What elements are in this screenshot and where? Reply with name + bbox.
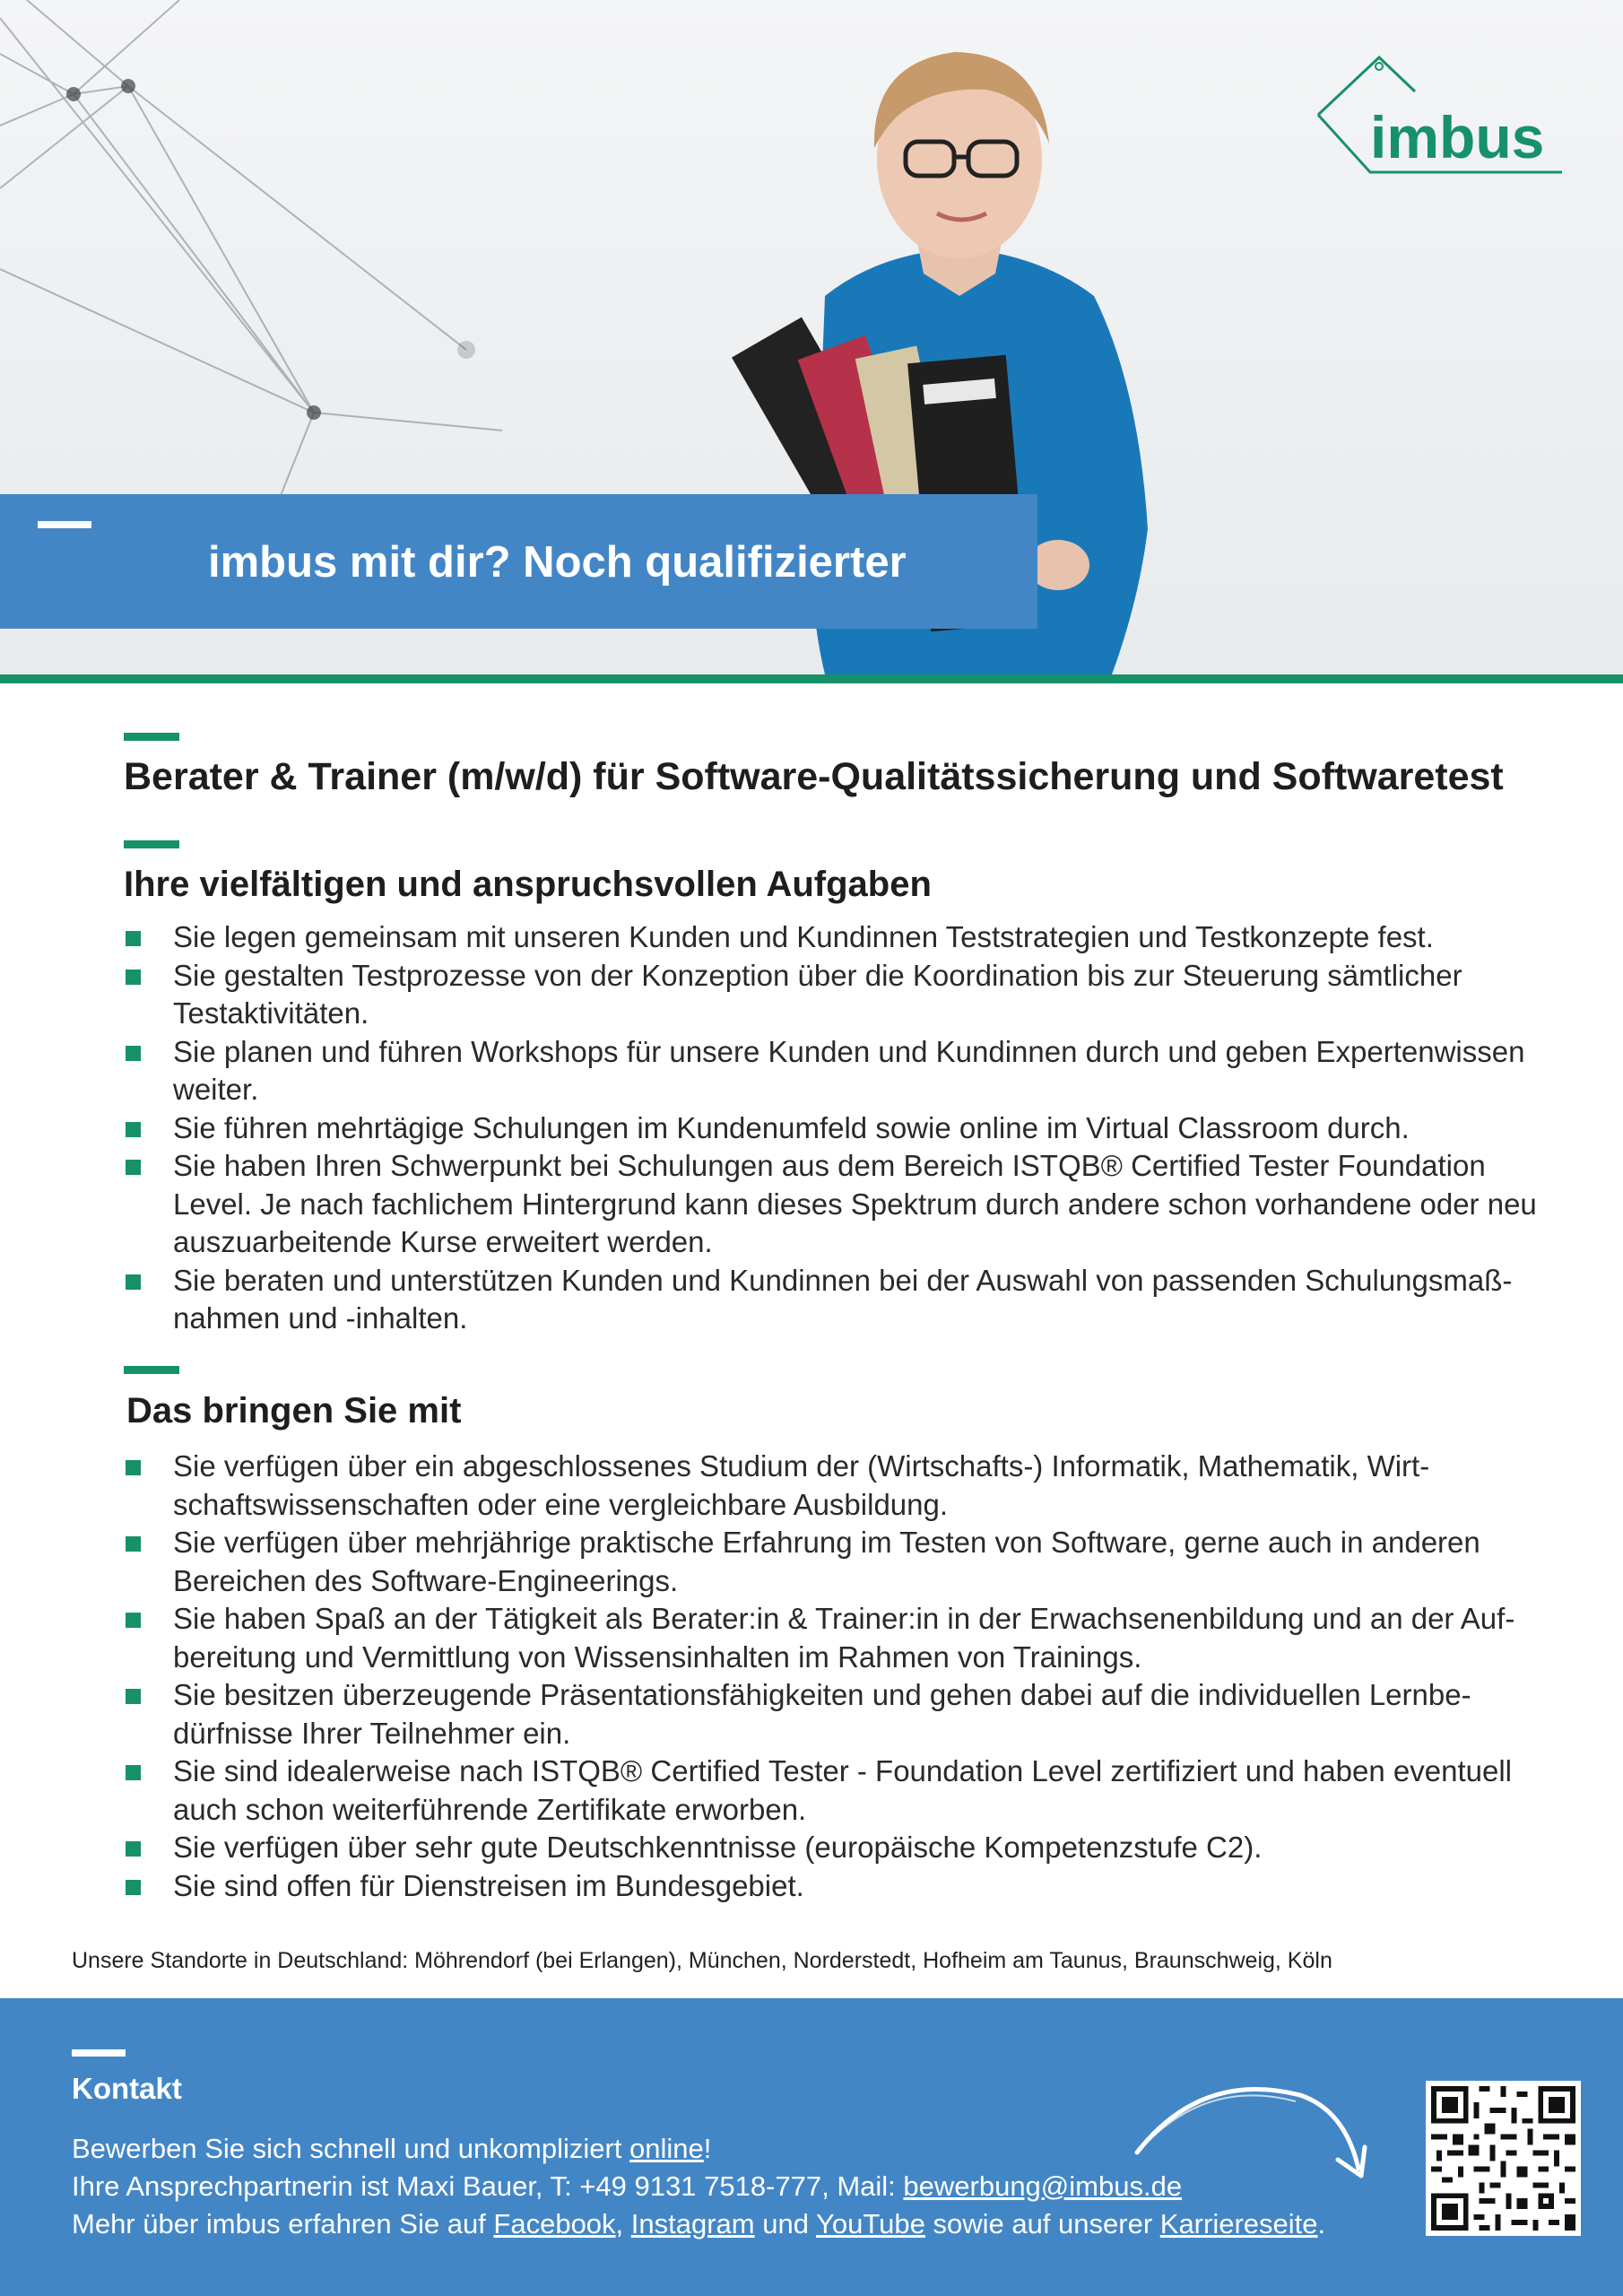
list-item: Sie besitzen überzeugende Präsentationsfähigkeiten und gehen dabei auf die individuellen Lernbedürfnisse Ihrer Teilnehmer ein. [126, 1676, 1551, 1752]
contact-line-apply: Bewerben Sie sich schnell und unkompliziert online! [72, 2133, 712, 2164]
accent-dash [124, 733, 179, 741]
accent-dash [124, 1366, 179, 1374]
instagram-link[interactable]: Instagram [630, 2208, 755, 2239]
bullet-square-icon [126, 1536, 141, 1552]
banner-dash [38, 521, 91, 528]
network-graphic-icon [0, 0, 628, 502]
online-link[interactable]: online [629, 2133, 704, 2164]
requirements-heading: Das bringen Sie mit [126, 1391, 462, 1431]
list-item: Sie beraten und unterstützen Kunden und Kundinnen bei der Auswahl von passenden Schulungsmaßnahmen und -inhalten. [126, 1262, 1551, 1338]
contact-footer [0, 1998, 1623, 2296]
divider [0, 674, 1623, 683]
locations-text: Unsere Standorte in Deutschland: Möhrendorf (bei Erlangen), München, Norderstedt, Hofheim am Taunus, Braunschweig, Köln [72, 1948, 1332, 1973]
list-item: Sie legen gemeinsam mit unseren Kunden und Kundinnen Teststrategien und Testkonzepte fest. [126, 918, 1551, 957]
bullet-square-icon [126, 1841, 141, 1857]
hero-banner [0, 494, 1037, 629]
bullet-square-icon [126, 1046, 141, 1061]
youtube-link[interactable]: YouTube [816, 2208, 925, 2239]
curved-arrow-icon [1130, 2070, 1381, 2187]
list-item: Sie führen mehrtägige Schulungen im Kundenumfeld sowie online im Virtual Classroom durch. [126, 1109, 1551, 1148]
bullet-square-icon [126, 931, 141, 946]
svg-text:imbus: imbus [1370, 104, 1545, 170]
tasks-heading: Ihre vielfältigen und anspruchsvollen Aufgaben [124, 865, 932, 904]
contact-line-social: Mehr über imbus erfahren Sie auf Facebook, Instagram und YouTube sowie auf unserer Karriereseite. [72, 2208, 1326, 2239]
accent-dash [124, 840, 179, 848]
facebook-link[interactable]: Facebook [493, 2208, 616, 2239]
bullet-square-icon [126, 1765, 141, 1780]
list-item: Sie haben Ihren Schwerpunkt bei Schulungen aus dem Bereich ISTQB® Certified Tester Foundation Level. Je nach fachlichem Hintergrund kann dieses Spektrum durch andere schon vorhandene oder neu auszuarbeitende Kurse erweitert werden. [126, 1147, 1551, 1262]
list-item: Sie gestalten Testprozesse von der Konzeption über die Koordination bis zur Steuerung sämtlicher Testaktivitäten. [126, 957, 1551, 1033]
list-item: Sie planen und führen Workshops für unsere Kunden und Kundinnen durch und geben Expertenwissen weiter. [126, 1033, 1551, 1109]
imbus-logo[interactable] [1309, 52, 1569, 178]
email-link[interactable]: bewerbung@imbus.de [903, 2170, 1183, 2202]
bullet-square-icon [126, 1160, 141, 1175]
contact-title: Kontakt [72, 2072, 182, 2105]
list-item: Sie verfügen über mehrjährige praktische Erfahrung im Testen von Software, gerne auch in anderen Bereichen des Software-Engineerings. [126, 1524, 1551, 1600]
bullet-square-icon [126, 1274, 141, 1290]
footer-dash [72, 2049, 126, 2057]
list-item: Sie sind offen für Dienstreisen im Bundesgebiet. [126, 1867, 1551, 1906]
bullet-square-icon [126, 1613, 141, 1628]
list-item: Sie verfügen über sehr gute Deutschkenntnisse (europäische Kompetenzstufe C2). [126, 1829, 1551, 1867]
career-page-link[interactable]: Karriereseite [1159, 2208, 1318, 2239]
banner-title: imbus mit dir? Noch qualifizierter [208, 538, 907, 587]
hero-section [0, 0, 1623, 674]
list-item: Sie verfügen über ein abgeschlossenes Studium der (Wirtschafts-) Informatik, Mathematik, Wirtschaftswissenschaften oder eine vergleichbare Ausbildung. [126, 1448, 1551, 1524]
bullet-square-icon [126, 970, 141, 985]
requirements-list [126, 1448, 1551, 1905]
bullet-square-icon [126, 1880, 141, 1895]
list-item: Sie haben Spaß an der Tätigkeit als Berater:in & Trainer:in in der Erwachsenenbildung und an der Aufbereitung und Vermittlung von Wissensinhalten im Rahmen von Trainings. [126, 1600, 1551, 1676]
bullet-square-icon [126, 1689, 141, 1704]
job-title: Berater & Trainer (m/w/d) für Software-Qualitätssicherung und Softwaretest [124, 755, 1504, 798]
list-item: Sie sind idealerweise nach ISTQB® Certified Tester - Foundation Level zertifiziert und haben eventuell auch schon weiterführende Zertifikate erworben. [126, 1752, 1551, 1829]
bullet-square-icon [126, 1460, 141, 1475]
qr-code-icon[interactable] [1426, 2081, 1581, 2236]
logo-mark-icon [1309, 52, 1569, 178]
contact-line-person: Ihre Ansprechpartnerin ist Maxi Bauer, T: +49 9131 7518-777, Mail: bewerbung@imbus.de [72, 2170, 1183, 2202]
bullet-square-icon [126, 1122, 141, 1137]
tasks-list [126, 918, 1551, 1338]
